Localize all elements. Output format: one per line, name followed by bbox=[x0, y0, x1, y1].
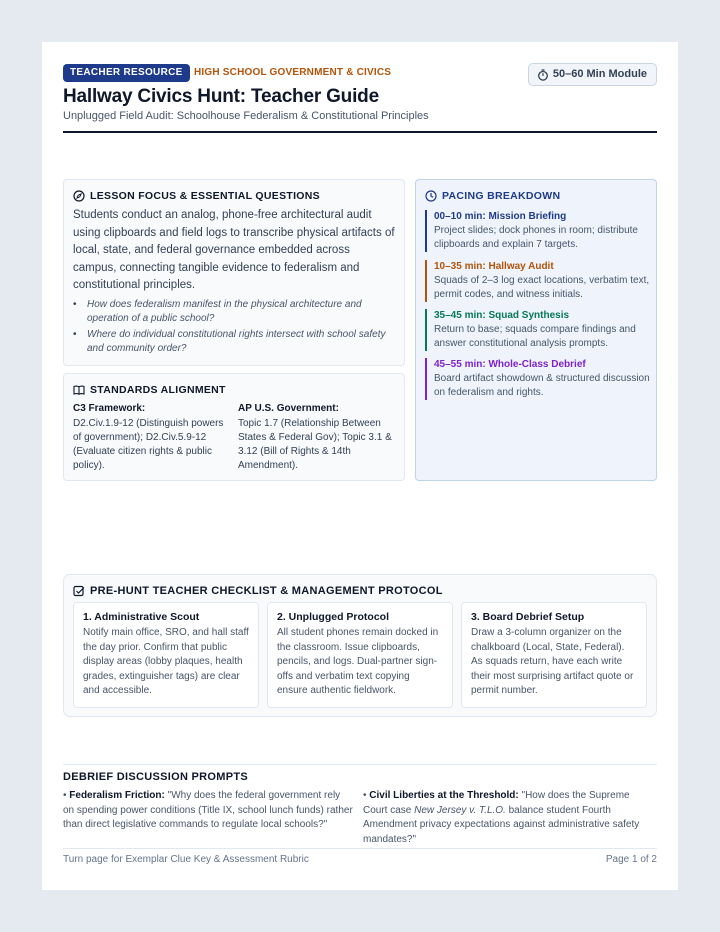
debrief-prompt: • Civil Liberties at the Threshold: "How does the Supreme Court case New Jersey v. T.L.O. balance student Fourth Amendment privacy expectations against administrative safety mandates?" bbox=[363, 790, 640, 845]
title-rule bbox=[63, 131, 657, 133]
ap-gov-heading: AP U.S. Government: bbox=[238, 403, 339, 414]
checkbox-icon bbox=[73, 585, 85, 597]
checklist-item-text: Draw a 3-column organizer on the chalkboard (Local, State, Federal). As squads return, have each write their most surprising artifact quote or permit number. bbox=[471, 627, 634, 696]
case-name: New Jersey v. T.L.O. bbox=[414, 804, 506, 816]
pacing-card bbox=[415, 179, 657, 481]
pacing-item-label: 35–45 min: Squad Synthesis bbox=[434, 310, 570, 321]
page-title: Hallway Civics Hunt: Teacher Guide bbox=[63, 86, 379, 107]
checklist-card bbox=[63, 574, 657, 717]
pacing-item-text: Board artifact showdown & structured discussion on federalism and rights. bbox=[434, 373, 650, 398]
essential-question: • Where do individual constitutional rights intersect with school safety and community order? bbox=[73, 328, 395, 356]
checklist-item-title: 1. Administrative Scout bbox=[83, 611, 200, 623]
compass-icon bbox=[73, 190, 85, 202]
essential-questions-list bbox=[73, 298, 395, 358]
prompt-text: "Why does the federal government rely on spending power conditions (Title IX, school lunch funds) rather than direct legislative commands to regulate local schools?" bbox=[63, 790, 353, 830]
checklist-title: PRE-HUNT TEACHER CHECKLIST & MANAGEMENT PROTOCOL bbox=[90, 585, 443, 597]
pacing-title: PACING BREAKDOWN bbox=[442, 190, 561, 202]
footer-divider bbox=[63, 848, 657, 849]
section-divider bbox=[63, 764, 657, 765]
ap-gov-standard bbox=[238, 402, 393, 473]
standards-card bbox=[63, 373, 405, 481]
pacing-item-text: Return to base; squads compare findings and answer constitutional analysis prompts. bbox=[434, 324, 636, 349]
footer-note: Turn page for Exemplar Clue Key & Assessment Rubric bbox=[63, 854, 309, 865]
subject-label: HIGH SCHOOL GOVERNMENT & CIVICS bbox=[194, 67, 392, 78]
checklist-item-title: 2. Unplugged Protocol bbox=[277, 611, 389, 623]
checklist-item-text: Notify main office, SRO, and hall staff the day prior. Confirm that public display areas (lobby plaques, health grades, extinguisher tags) are clear and accessible. bbox=[83, 627, 249, 696]
pacing-item bbox=[425, 210, 650, 252]
prompt-label: Civil Liberties at the Threshold: bbox=[369, 790, 519, 801]
checklist-item-text: All student phones remain docked in the classroom. Issue clipboards, pencils, and logs. Dual-partner sign-offs and verbatim text copying ensure authentic fieldwork. bbox=[277, 627, 439, 696]
standards-heading bbox=[73, 384, 226, 396]
page-number: Page 1 of 2 bbox=[605, 854, 657, 865]
pacing-item-text: Project slides; dock phones in room; distribute clipboards and explain 7 targets. bbox=[434, 225, 638, 250]
book-icon bbox=[73, 384, 85, 396]
pacing-item bbox=[425, 309, 650, 351]
debrief-heading: DEBRIEF DISCUSSION PROMPTS bbox=[63, 771, 249, 783]
ap-gov-text: Topic 1.7 (Relationship Between States & Federal Gov); Topic 3.1 & 3.12 (Bill of Rights & 14th Amendment). bbox=[238, 418, 392, 471]
stopwatch-icon bbox=[537, 69, 549, 81]
clock-icon bbox=[425, 190, 437, 202]
debrief-prompt: • Federalism Friction: "Why does the federal government rely on spending power conditions (Title IX, school lunch funds) rather than direct legislative commands to regulate local schools?" bbox=[63, 790, 353, 830]
prompt-label: Federalism Friction: bbox=[69, 790, 165, 801]
teacher-resource-badge: TEACHER RESOURCE bbox=[63, 64, 190, 82]
c3-framework-heading: C3 Framework: bbox=[73, 403, 146, 414]
checklist-item bbox=[461, 602, 647, 708]
pacing-heading bbox=[425, 190, 560, 202]
prompt-text: "How does the Supreme Court case bbox=[363, 790, 630, 816]
pacing-item-label: 45–55 min: Whole-Class Debrief bbox=[434, 359, 586, 370]
teacher-guide-page bbox=[42, 42, 678, 890]
c3-framework-text: D2.Civ.1.9-12 (Distinguish powers of government); D2.Civ.5.9-12 (Evaluate citizen rights & public policy). bbox=[73, 418, 224, 471]
essential-question: • How does federalism manifest in the physical architecture and operation of a public school? bbox=[73, 298, 395, 326]
lesson-focus-card bbox=[63, 179, 405, 366]
checklist-item-title: 3. Board Debrief Setup bbox=[471, 611, 585, 623]
duration-label: 50–60 Min Module bbox=[552, 68, 647, 80]
pacing-item-label: 00–10 min: Mission Briefing bbox=[434, 211, 567, 222]
lesson-focus-text: Students conduct an analog, phone-free architectural audit using clipboards and field logs to transcribe physical artifacts of local, state, and federal governance embedded across campus, connecting tangible evidence to federalism and constitutional principles. bbox=[73, 209, 395, 291]
prompt-text: balance student Fourth Amendment privacy expectations against administrative safety mandates?" bbox=[363, 804, 640, 845]
checklist-heading bbox=[73, 585, 443, 597]
lesson-focus-title: LESSON FOCUS & ESSENTIAL QUESTIONS bbox=[90, 190, 320, 202]
pacing-item bbox=[425, 260, 650, 302]
pacing-item-text: Squads of 2–3 log exact locations, verbatim text, permit codes, and witness initials. bbox=[434, 275, 650, 300]
page-subtitle: Unplugged Field Audit: Schoolhouse Federalism & Constitutional Principles bbox=[63, 110, 429, 122]
standards-title: STANDARDS ALIGNMENT bbox=[90, 384, 226, 396]
pacing-item bbox=[425, 358, 650, 400]
lesson-focus-heading bbox=[73, 190, 320, 202]
checklist-item bbox=[267, 602, 453, 708]
pacing-item-label: 10–35 min: Hallway Audit bbox=[434, 261, 554, 272]
c3-framework-standard bbox=[73, 402, 228, 473]
duration-badge bbox=[528, 63, 657, 86]
checklist-item bbox=[73, 602, 259, 708]
